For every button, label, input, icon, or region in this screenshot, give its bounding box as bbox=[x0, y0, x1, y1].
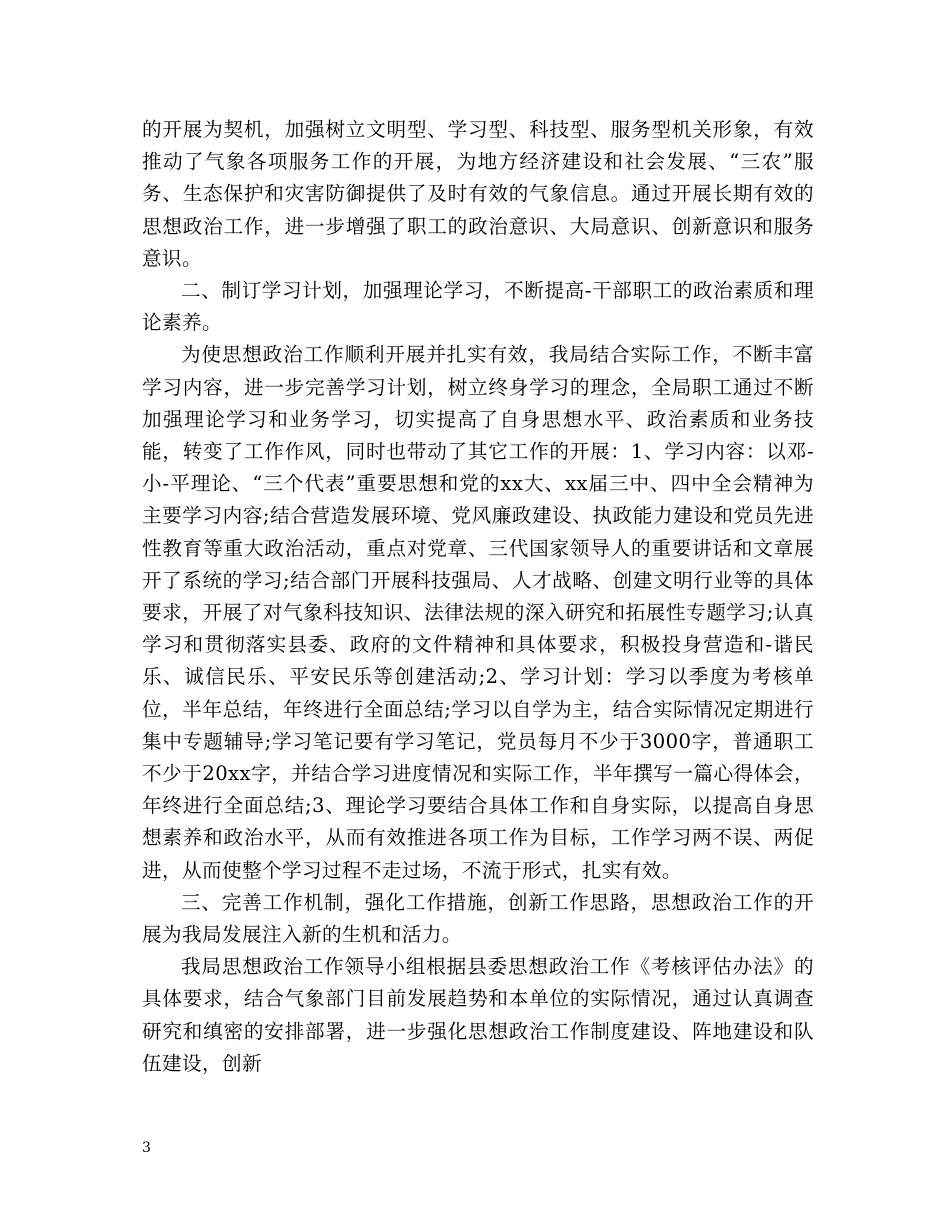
section-heading-3: 三、完善工作机制，强化工作措施，创新工作思路，思想政治工作的开展为我局发展注入新的生机和活力。 bbox=[142, 890, 814, 947]
section-heading-2: 二、制订学习计划，加强理论学习，不断提高-干部职工的政治素质和理论素养。 bbox=[142, 279, 814, 335]
paragraph-study-plan: 为使思想政治工作顺利开展并扎实有效，我局结合实际工作，不断丰富学习内容，进一步完善学习计划，树立终身学习的理念，全局职工通过不断加强理论学习和业务学习，切实提高了自身思想水平、政治素质和业务技能，转变了工作作风，同时也带动了其它工作的开展：1、学习内容：以邓-小-平理论、“三个代表”重要思想和党的xx大、xx届三中、四中全会精神为主要学习内容;结合营造发展环境、党风廉政建设、执政能力建设和党员先进性教育等重大政治活动，重点对党章、三代国家领导人的重要讲话和文章展开了系统的学习;结合部门开展科技强局、人才战略、创建文明行业等的具体要求，开展了对气象科技知识、法律法规的深入研究和拓展性专题学习;认真学习和贯彻落实县委、政府的文件精神和具体要求，积极投身营造和-谐民乐、诚信民乐、平安民乐等创建活动;2、学习计划：学习以季度为考核单位，半年总结，年终进行全面总结;学习以自学为主，结合实际情况定期进行集中专题辅导;学习笔记要有学习笔记，党员每月不少于3000字，普通职工不少于20xx字，并结合学习进度情况和实际工作，半年撰写一篇心得体会，年终进行全面总结;3、理论学习要结合具体工作和自身实际，以提高自身思想素养和政治水平，从而有效推进各项工作为目标，工作学习两不误、两促进，从而使整个学习过程不走过场，不流于形式，扎实有效。 bbox=[142, 343, 814, 882]
body-text bbox=[142, 114, 814, 1080]
paragraph-work-mechanism: 我局思想政治工作领导小组根据县委思想政治工作《考核评估办法》的具体要求，结合气象部门目前发展趋势和本单位的实际情况，通过认真调查研究和缜密的安排部署，进一步强化思想政治工作制度建设、阵地建设和队伍建设，创新 bbox=[142, 955, 814, 1075]
page-number: 3 bbox=[142, 1140, 151, 1156]
paragraph-continuation: 的开展为契机，加强树立文明型、学习型、科技型、服务型机关形象，有效推动了气象各项服务工作的开展，为地方经济建设和社会发展、“三农”服务、生态保护和灾害防御提供了及时有效的气象信息。通过开展长期有效的思想政治工作，进一步增强了职工的政治意识、大局意识、创新意识和服务意识。 bbox=[142, 118, 814, 270]
